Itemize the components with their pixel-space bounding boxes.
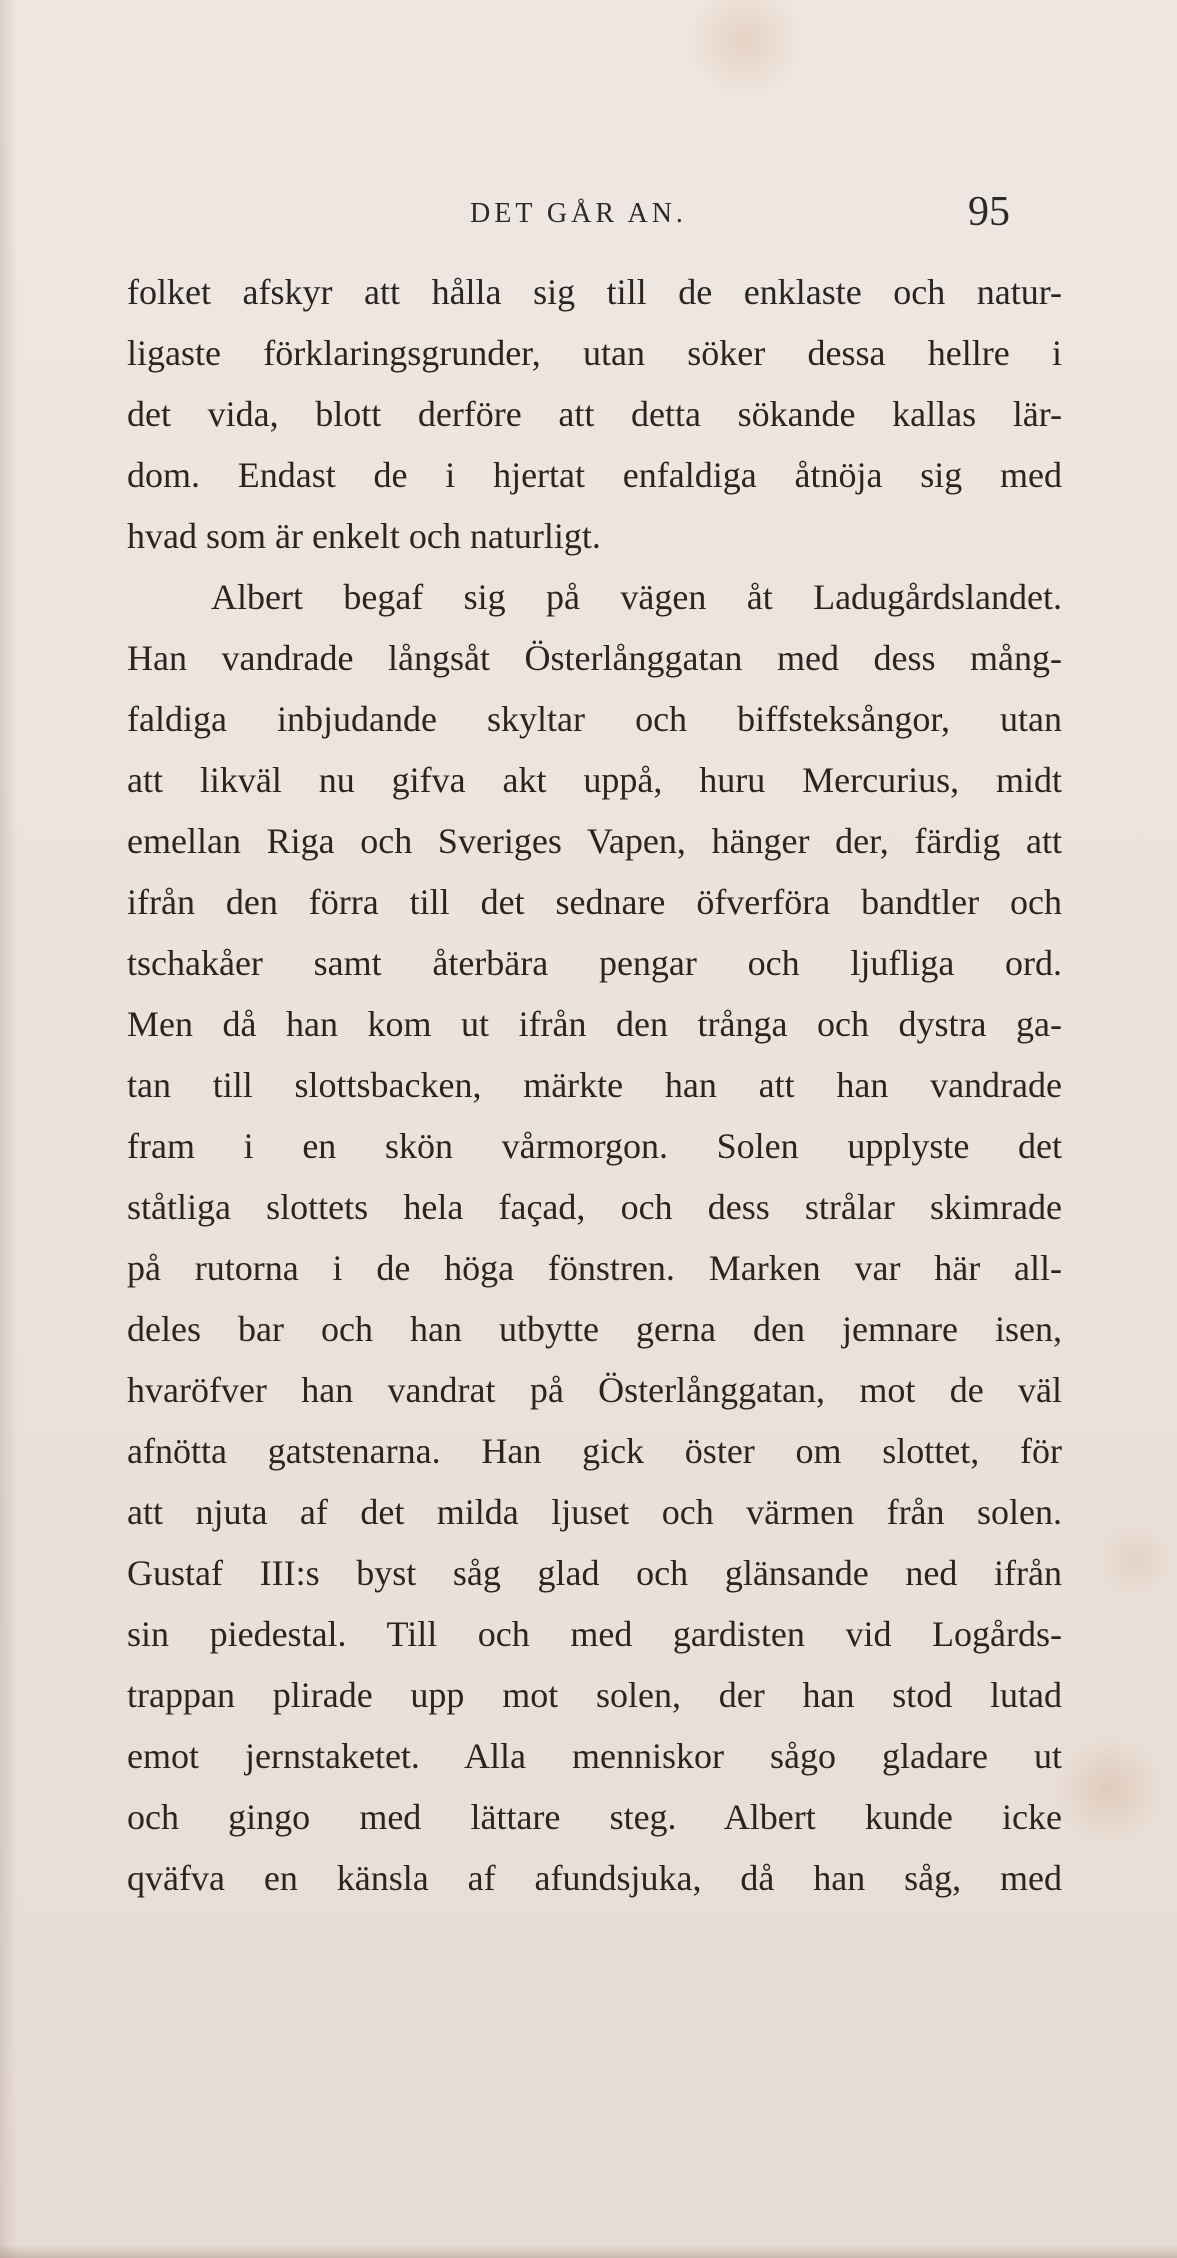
text-line: Men då han kom ut ifrån den trånga och dystra ga- [127, 1004, 1062, 1044]
text-line: Gustaf III:s byst såg glad och glänsande ned ifrån [127, 1553, 1062, 1593]
text-line: faldiga inbjudande skyltar och biffsteksångor, utan [127, 699, 1062, 739]
text-line: afnötta gatstenarna. Han gick öster om slottet, för [127, 1431, 1062, 1471]
text-line: ifrån den förra till det sednare öfverföra bandtler och [127, 882, 1062, 922]
text-line: tschakåer samt återbära pengar och ljufliga ord. [127, 943, 1062, 983]
page-gutter-shadow [0, 0, 18, 2258]
body-text [127, 262, 1062, 1909]
text-line: emot jernstaketet. Alla menniskor sågo gladare ut [127, 1736, 1062, 1776]
text-line: att njuta af det milda ljuset och värmen från solen. [127, 1492, 1062, 1532]
running-head: DET GÅR AN. [470, 198, 687, 229]
text-line: ligaste förklaringsgrunder, utan söker dessa hellre i [127, 333, 1062, 373]
text-line: deles bar och han utbytte gerna den jemnare isen, [127, 1309, 1062, 1349]
text-line: det vida, blott derföre att detta sökande kallas lär- [127, 394, 1062, 434]
text-line: hvaröfver han vandrat på Österlånggatan, mot de väl [127, 1370, 1062, 1410]
text-line: och gingo med lättare steg. Albert kunde icke [127, 1797, 1062, 1837]
text-line: hvad som är enkelt och naturligt. [127, 516, 601, 556]
text-line: folket afskyr att hålla sig till de enklaste och natur- [127, 272, 1062, 312]
text-line: tan till slottsbacken, märkte han att han vandrade [127, 1065, 1062, 1105]
text-line: trappan plirade upp mot solen, der han stod lutad [127, 1675, 1062, 1715]
text-line: Albert begaf sig på vägen åt Ladugårdslandet. [211, 577, 1062, 617]
text-line: emellan Riga och Sveriges Vapen, hänger der, färdig att [127, 821, 1062, 861]
text-line: qväfva en känsla af afundsjuka, då han såg, med [127, 1858, 1062, 1898]
text-line: ståtliga slottets hela façad, och dess strålar skimrade [127, 1187, 1062, 1227]
page-number: 95 [968, 189, 1010, 235]
text-line: Han vandrade långsåt Österlånggatan med dess mång- [127, 638, 1062, 678]
text-line: att likväl nu gifva akt uppå, huru Mercurius, midt [127, 760, 1062, 800]
text-line: fram i en skön vårmorgon. Solen upplyste det [127, 1126, 1062, 1166]
text-line: på rutorna i de höga fönstren. Marken var här all- [127, 1248, 1062, 1288]
page-bottom-edge [0, 2244, 1177, 2258]
text-line: sin piedestal. Till och med gardisten vid Logårds- [127, 1614, 1062, 1654]
text-line: dom. Endast de i hjertat enfaldiga åtnöja sig med [127, 455, 1062, 495]
